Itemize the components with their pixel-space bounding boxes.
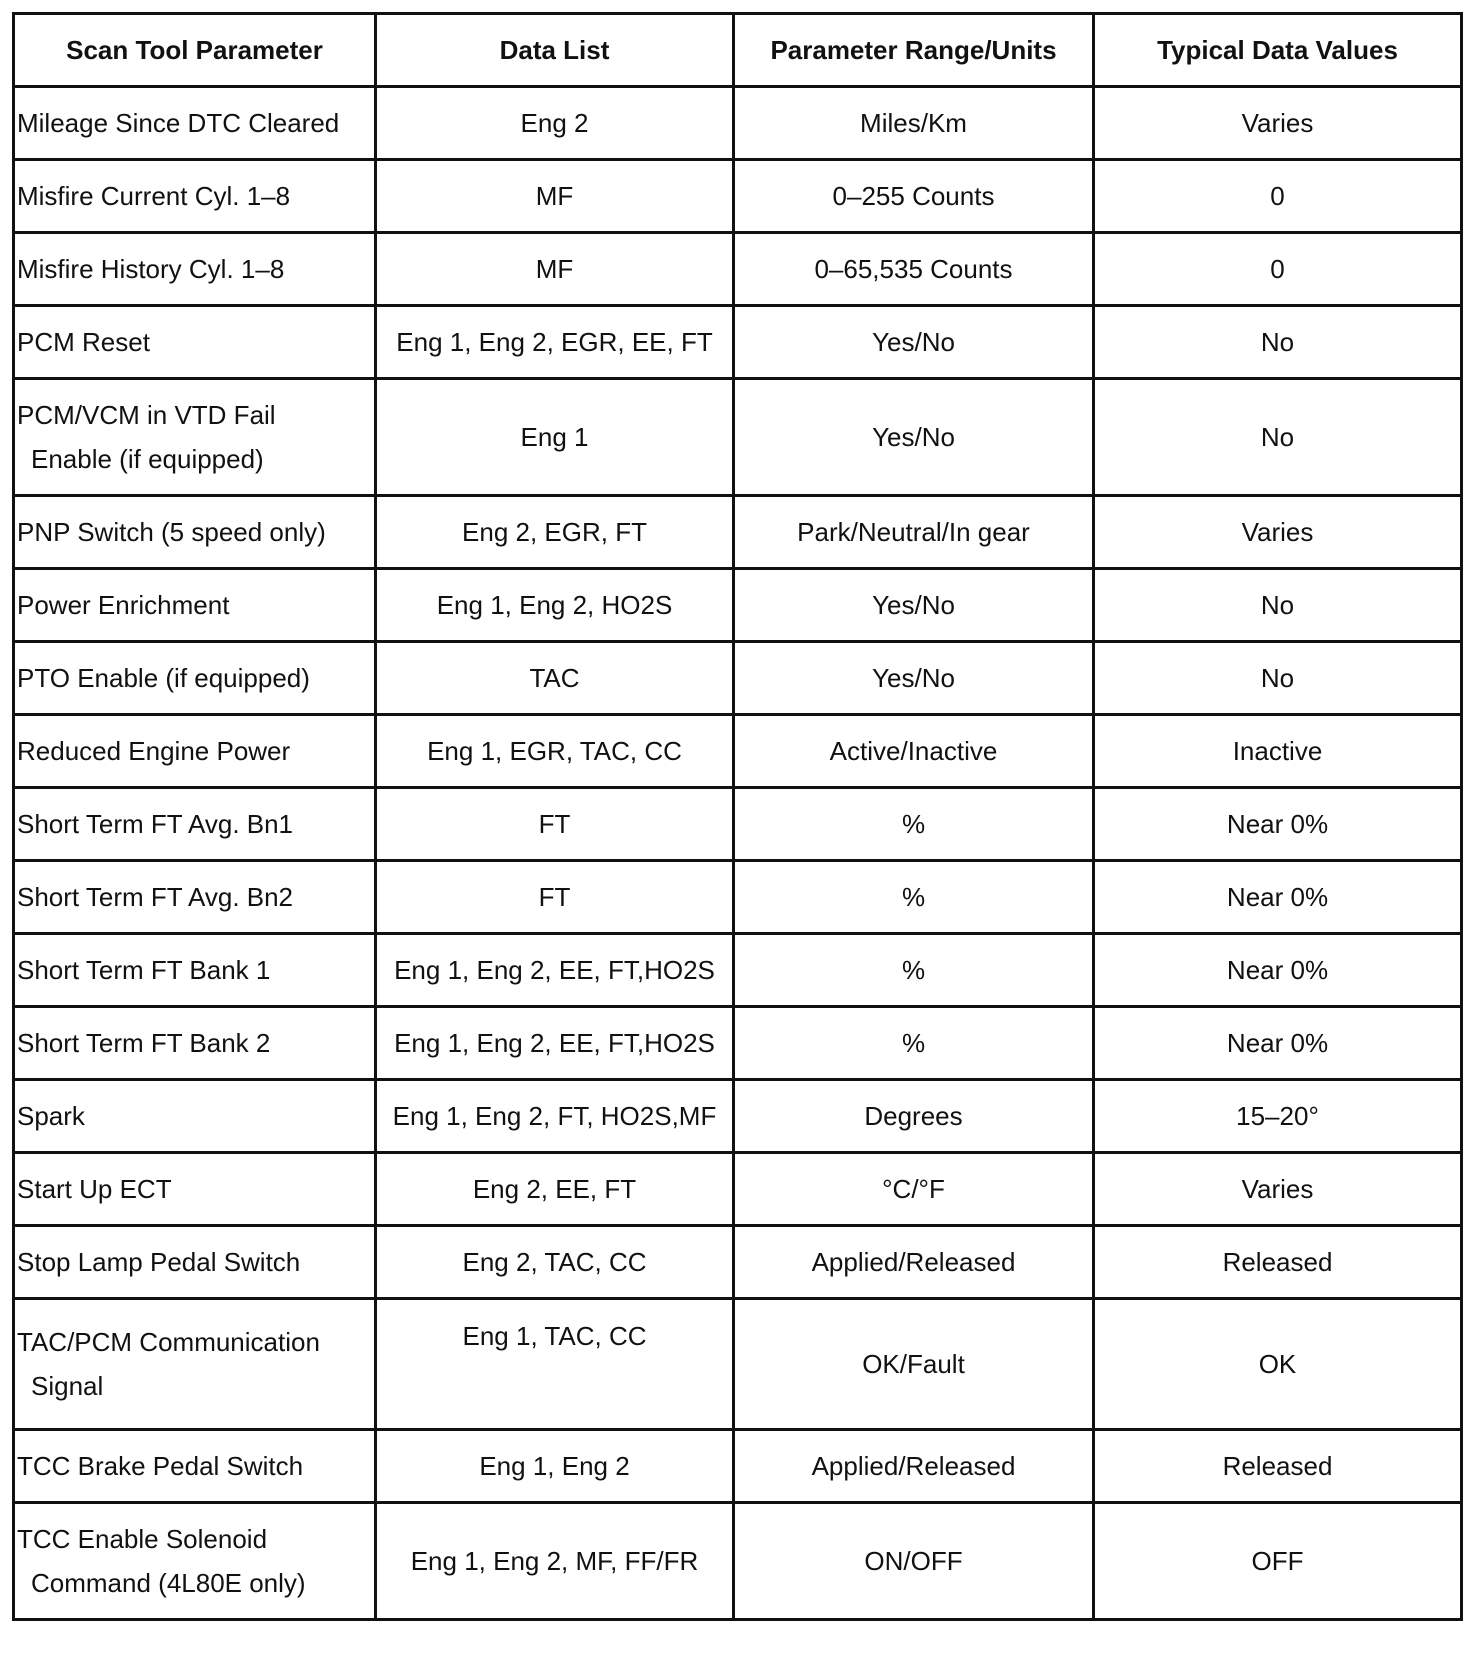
cell-typical-data-values: Near 0% xyxy=(1094,1007,1462,1080)
parameter-name-line: Short Term FT Avg. Bn2 xyxy=(17,882,294,912)
table-row xyxy=(14,87,1462,160)
cell-scan-tool-parameter xyxy=(14,1226,376,1299)
cell-typical-data-values: 0 xyxy=(1094,160,1462,233)
table-row xyxy=(14,233,1462,306)
scan-tool-parameter-table xyxy=(12,12,1463,1621)
table-row xyxy=(14,569,1462,642)
parameter-name-line: Misfire Current Cyl. 1–8 xyxy=(17,181,291,211)
cell-typical-data-values: No xyxy=(1094,569,1462,642)
table-row xyxy=(14,715,1462,788)
cell-data-list: Eng 2 xyxy=(376,87,734,160)
table-row xyxy=(14,496,1462,569)
cell-parameter-range-units: Applied/Released xyxy=(734,1226,1094,1299)
cell-scan-tool-parameter xyxy=(14,642,376,715)
parameter-name-line: TAC/PCM Communication xyxy=(17,1327,320,1357)
cell-typical-data-values: No xyxy=(1094,642,1462,715)
cell-parameter-range-units: % xyxy=(734,934,1094,1007)
parameter-name-line: Reduced Engine Power xyxy=(17,736,291,766)
cell-data-list: TAC xyxy=(376,642,734,715)
cell-typical-data-values: Varies xyxy=(1094,496,1462,569)
cell-data-list: Eng 1 xyxy=(376,379,734,496)
cell-typical-data-values: Varies xyxy=(1094,87,1462,160)
parameter-name-line: Start Up ECT xyxy=(17,1174,172,1204)
cell-scan-tool-parameter xyxy=(14,1080,376,1153)
cell-typical-data-values: Near 0% xyxy=(1094,861,1462,934)
cell-data-list: Eng 1, Eng 2, EE, FT,HO2S xyxy=(376,934,734,1007)
parameter-name-line: TCC Brake Pedal Switch xyxy=(17,1451,304,1481)
cell-scan-tool-parameter xyxy=(14,496,376,569)
cell-parameter-range-units: % xyxy=(734,861,1094,934)
parameter-name-line: TCC Enable Solenoid xyxy=(17,1524,268,1554)
header-parameter-range-units: Parameter Range/Units xyxy=(734,14,1094,87)
cell-parameter-range-units: Yes/No xyxy=(734,306,1094,379)
cell-typical-data-values: Near 0% xyxy=(1094,934,1462,1007)
parameter-name-line: Command (4L80E only) xyxy=(31,1568,306,1598)
table-row xyxy=(14,788,1462,861)
cell-scan-tool-parameter xyxy=(14,861,376,934)
parameter-name-line: Spark xyxy=(17,1101,85,1131)
cell-data-list: Eng 1, Eng 2, MF, FF/FR xyxy=(376,1503,734,1620)
cell-data-list: Eng 2, EGR, FT xyxy=(376,496,734,569)
header-row xyxy=(14,14,1462,87)
table-row xyxy=(14,1503,1462,1620)
table-row xyxy=(14,1299,1462,1430)
cell-parameter-range-units: % xyxy=(734,1007,1094,1080)
cell-scan-tool-parameter xyxy=(14,306,376,379)
table-row xyxy=(14,861,1462,934)
table-body xyxy=(14,87,1462,1620)
cell-data-list: Eng 2, TAC, CC xyxy=(376,1226,734,1299)
cell-scan-tool-parameter xyxy=(14,160,376,233)
cell-typical-data-values: OK xyxy=(1094,1299,1462,1430)
header-typical-data-values: Typical Data Values xyxy=(1094,14,1462,87)
table-row xyxy=(14,642,1462,715)
table-row xyxy=(14,160,1462,233)
parameter-name-line: Mileage Since DTC Cleared xyxy=(17,108,340,138)
table-row xyxy=(14,1007,1462,1080)
parameter-name-line: Power Enrichment xyxy=(17,590,230,620)
cell-scan-tool-parameter xyxy=(14,569,376,642)
table-row xyxy=(14,1226,1462,1299)
cell-data-list: Eng 1, Eng 2, EE, FT,HO2S xyxy=(376,1007,734,1080)
cell-scan-tool-parameter xyxy=(14,1299,376,1430)
cell-parameter-range-units: Yes/No xyxy=(734,569,1094,642)
cell-parameter-range-units: % xyxy=(734,788,1094,861)
cell-data-list: Eng 1, Eng 2, FT, HO2S,MF xyxy=(376,1080,734,1153)
cell-parameter-range-units: Degrees xyxy=(734,1080,1094,1153)
parameter-name-line: Enable (if equipped) xyxy=(31,444,264,474)
cell-parameter-range-units: Yes/No xyxy=(734,642,1094,715)
cell-parameter-range-units: ON/OFF xyxy=(734,1503,1094,1620)
cell-parameter-range-units: Active/Inactive xyxy=(734,715,1094,788)
header-data-list: Data List xyxy=(376,14,734,87)
cell-typical-data-values: OFF xyxy=(1094,1503,1462,1620)
table-row xyxy=(14,934,1462,1007)
parameter-name-line: PCM Reset xyxy=(17,327,150,357)
cell-parameter-range-units: °C/°F xyxy=(734,1153,1094,1226)
cell-typical-data-values: Varies xyxy=(1094,1153,1462,1226)
cell-scan-tool-parameter xyxy=(14,87,376,160)
parameter-name-line: Short Term FT Bank 2 xyxy=(17,1028,271,1058)
parameter-name-line: PTO Enable (if equipped) xyxy=(17,663,310,693)
cell-data-list: Eng 1, Eng 2 xyxy=(376,1430,734,1503)
cell-scan-tool-parameter xyxy=(14,788,376,861)
parameter-name-line: PNP Switch (5 speed only) xyxy=(17,517,326,547)
cell-scan-tool-parameter xyxy=(14,1153,376,1226)
parameter-name-line: Short Term FT Bank 1 xyxy=(17,955,271,985)
cell-parameter-range-units: Applied/Released xyxy=(734,1430,1094,1503)
cell-parameter-range-units: 0–65,535 Counts xyxy=(734,233,1094,306)
cell-parameter-range-units: Miles/Km xyxy=(734,87,1094,160)
cell-scan-tool-parameter xyxy=(14,715,376,788)
header-scan-tool-parameter: Scan Tool Parameter xyxy=(14,14,376,87)
cell-typical-data-values: Near 0% xyxy=(1094,788,1462,861)
parameter-name-line: Stop Lamp Pedal Switch xyxy=(17,1247,301,1277)
table-row xyxy=(14,1080,1462,1153)
parameter-name-line: Short Term FT Avg. Bn1 xyxy=(17,809,294,839)
cell-data-list: MF xyxy=(376,233,734,306)
cell-scan-tool-parameter xyxy=(14,233,376,306)
cell-scan-tool-parameter xyxy=(14,1430,376,1503)
parameter-name-line: Misfire History Cyl. 1–8 xyxy=(17,254,285,284)
cell-data-list: Eng 2, EE, FT xyxy=(376,1153,734,1226)
cell-typical-data-values: No xyxy=(1094,379,1462,496)
cell-data-list: FT xyxy=(376,788,734,861)
parameter-name-line: Signal xyxy=(31,1371,104,1401)
cell-typical-data-values: Released xyxy=(1094,1226,1462,1299)
cell-scan-tool-parameter xyxy=(14,379,376,496)
cell-parameter-range-units: OK/Fault xyxy=(734,1299,1094,1430)
cell-typical-data-values: 0 xyxy=(1094,233,1462,306)
cell-scan-tool-parameter xyxy=(14,934,376,1007)
cell-data-list: MF xyxy=(376,160,734,233)
cell-parameter-range-units: Park/Neutral/In gear xyxy=(734,496,1094,569)
cell-typical-data-values: Released xyxy=(1094,1430,1462,1503)
cell-data-list: Eng 1, Eng 2, HO2S xyxy=(376,569,734,642)
cell-data-list: Eng 1, Eng 2, EGR, EE, FT xyxy=(376,306,734,379)
parameter-name-line: PCM/VCM in VTD Fail xyxy=(17,400,276,430)
cell-scan-tool-parameter xyxy=(14,1503,376,1620)
table-row xyxy=(14,379,1462,496)
cell-scan-tool-parameter xyxy=(14,1007,376,1080)
cell-data-list: FT xyxy=(376,861,734,934)
cell-typical-data-values: 15–20° xyxy=(1094,1080,1462,1153)
cell-parameter-range-units: 0–255 Counts xyxy=(734,160,1094,233)
cell-typical-data-values: Inactive xyxy=(1094,715,1462,788)
table-row xyxy=(14,306,1462,379)
cell-typical-data-values: No xyxy=(1094,306,1462,379)
cell-data-list: Eng 1, TAC, CC xyxy=(376,1299,734,1430)
cell-data-list: Eng 1, EGR, TAC, CC xyxy=(376,715,734,788)
table-row xyxy=(14,1430,1462,1503)
cell-parameter-range-units: Yes/No xyxy=(734,379,1094,496)
table-row xyxy=(14,1153,1462,1226)
